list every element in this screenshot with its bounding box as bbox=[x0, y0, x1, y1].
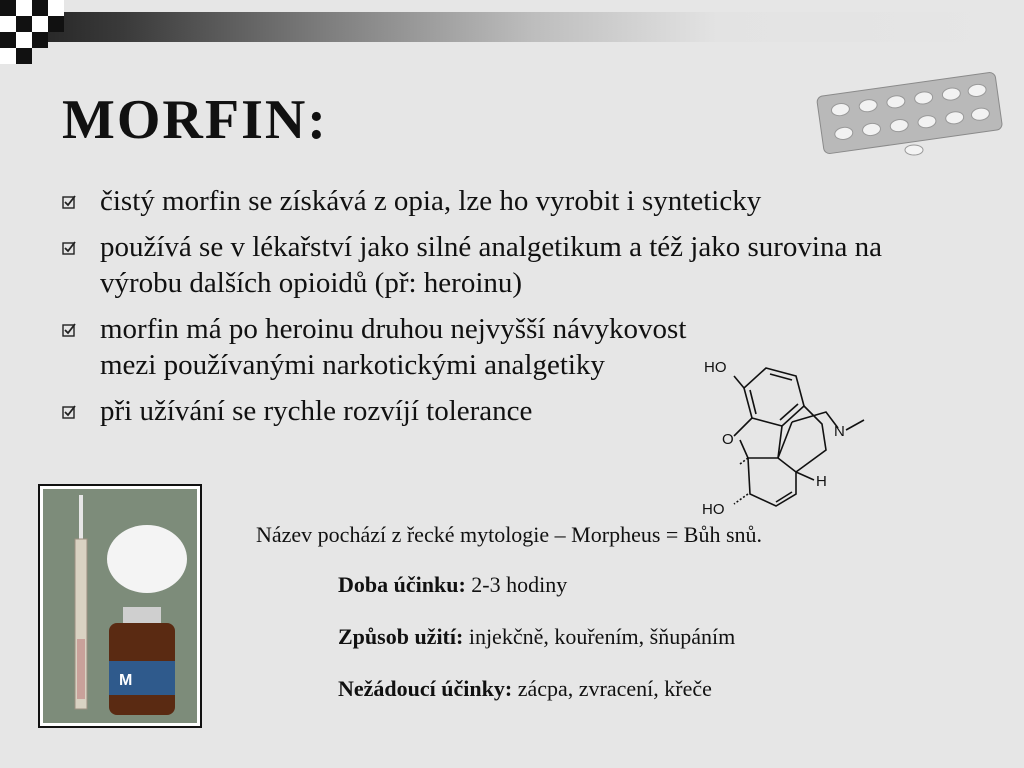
syringe-vial-illustration bbox=[43, 489, 197, 723]
fact-value: zácpa, zvracení, křeče bbox=[517, 676, 712, 701]
bullet-text: morfin má po heroinu druhou nejvyšší návykovost mezi používanými narkotickými analgetiky bbox=[100, 313, 687, 381]
fact-label: Nežádoucí účinky: bbox=[338, 676, 513, 701]
checkbox-bullet-icon bbox=[62, 405, 76, 419]
fact-value: 2-3 hodiny bbox=[471, 572, 568, 597]
morphine-structure-diagram bbox=[700, 354, 880, 520]
header-gradient-bar bbox=[0, 12, 1024, 42]
checkbox-bullet-icon bbox=[62, 241, 76, 255]
fact-row bbox=[338, 624, 735, 650]
molecule-h-label: H bbox=[816, 473, 827, 490]
slide-title: MORFIN: bbox=[62, 89, 328, 151]
pill-blister-image bbox=[812, 70, 1008, 162]
fact-label: Způsob užití: bbox=[338, 624, 464, 649]
checkbox-bullet-icon bbox=[62, 195, 76, 209]
morphine-photo bbox=[38, 484, 202, 728]
molecule-o-label: O bbox=[722, 431, 734, 448]
facts-block bbox=[338, 572, 735, 728]
fact-label: Doba účinku: bbox=[338, 572, 466, 597]
vial-label-text: M bbox=[119, 672, 133, 689]
checkbox-bullet-icon bbox=[62, 323, 76, 337]
bullet-text: používá se v lékařství jako silné analgetikum a též jako surovina na výrobu dalších opioidů (př: heroinu) bbox=[100, 231, 882, 299]
bullet-text: čistý morfin se získává z opia, lze ho vyrobit i synteticky bbox=[100, 185, 762, 217]
bullet-item bbox=[62, 183, 962, 219]
molecule-ho-top-label: HO bbox=[704, 359, 727, 376]
fact-row bbox=[338, 676, 735, 702]
fact-value: injekčně, kouřením, šňupáním bbox=[468, 624, 736, 649]
bullet-text: při užívání se rychle rozvíjí tolerance bbox=[100, 395, 533, 427]
fact-row bbox=[338, 572, 735, 598]
etymology-caption: Název pochází z řecké mytologie – Morpheus = Bůh snů. bbox=[256, 522, 763, 547]
molecule-ho-bottom-label: HO bbox=[702, 501, 725, 518]
molecule-n-label: N bbox=[834, 423, 845, 440]
bullet-item bbox=[62, 229, 962, 301]
